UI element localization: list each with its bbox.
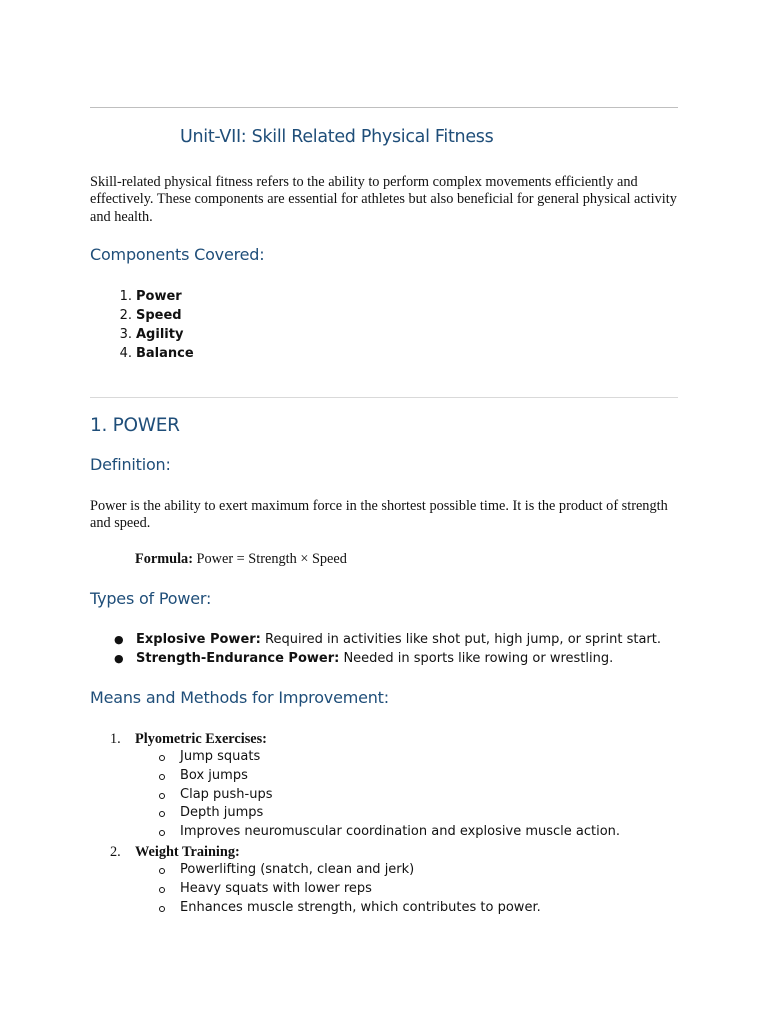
circle-bullet-icon	[159, 830, 165, 836]
formula-line	[135, 551, 347, 568]
top-divider	[90, 107, 678, 108]
circle-bullet-icon	[159, 868, 165, 874]
definition-paragraph: Power is the ability to exert maximum force in the shortest possible time. It is the product of strength and speed.	[90, 498, 668, 532]
methods-heading: Means and Methods for Improvement:	[90, 688, 389, 707]
list-item	[180, 823, 620, 842]
component-label: Speed	[136, 308, 182, 323]
list-number: 4.	[119, 346, 132, 361]
list-item-text: Powerlifting (snatch, clean and jerk)	[180, 862, 415, 877]
type-label: Strength-Endurance Power:	[136, 651, 340, 666]
formula-label: Formula:	[135, 551, 193, 567]
components-list	[119, 287, 194, 363]
types-list	[114, 630, 661, 668]
circle-bullet-icon	[159, 755, 165, 761]
intro-paragraph: Skill-related physical fitness refers to the ability to perform complex movements efficiently and effectively. These components are essential for athletes but also beneficial for general physical activity and health.	[90, 174, 677, 225]
list-number: 1.	[119, 289, 132, 304]
list-item	[180, 880, 541, 899]
list-item	[119, 325, 194, 344]
list-item	[180, 748, 620, 767]
bullet-icon: ●	[114, 633, 124, 646]
weight-training-list	[180, 861, 541, 917]
method-title-text: Plyometric Exercises:	[135, 731, 267, 747]
circle-bullet-icon	[159, 906, 165, 912]
type-text: Required in activities like shot put, high jump, or sprint start.	[260, 632, 661, 647]
list-item	[119, 287, 194, 306]
list-item-text: Clap push-ups	[180, 786, 273, 802]
types-heading: Types of Power:	[90, 589, 212, 608]
list-item	[114, 630, 661, 649]
list-item-text: Jump squats	[180, 749, 261, 764]
component-label: Balance	[136, 346, 194, 361]
type-label: Explosive Power:	[136, 632, 261, 647]
components-heading: Components Covered:	[90, 245, 265, 264]
list-item	[180, 786, 620, 805]
list-item	[180, 861, 541, 880]
list-item	[119, 344, 194, 363]
list-item-text: Improves neuromuscular coordination and explosive muscle action.	[180, 824, 621, 840]
list-item-text: Enhances muscle strength, which contributes to power.	[180, 899, 541, 915]
page-title: Unit-VII: Skill Related Physical Fitness	[180, 127, 494, 147]
list-number: 2.	[119, 308, 132, 323]
list-item	[119, 306, 194, 325]
component-label: Power	[136, 289, 182, 304]
method-number: 2.	[110, 844, 121, 860]
power-heading: 1. POWER	[90, 415, 180, 436]
circle-bullet-icon	[159, 811, 165, 817]
list-item	[180, 767, 620, 786]
type-text: Needed in sports like rowing or wrestling.	[339, 651, 614, 666]
list-number: 3.	[119, 327, 132, 342]
list-item	[180, 899, 541, 918]
circle-bullet-icon	[159, 793, 165, 799]
method-number: 1.	[110, 731, 121, 747]
component-label: Agility	[136, 327, 184, 342]
list-item-text: Depth jumps	[180, 805, 264, 821]
plyometric-list	[180, 748, 620, 842]
method-title-text: Weight Training:	[135, 844, 240, 860]
circle-bullet-icon	[159, 887, 165, 893]
formula-text: Power = Strength × Speed	[192, 551, 347, 567]
section-divider	[90, 397, 678, 398]
circle-bullet-icon	[159, 774, 165, 780]
method-title	[110, 731, 267, 748]
definition-heading: Definition:	[90, 455, 171, 474]
list-item-text: Box jumps	[180, 767, 248, 783]
list-item	[180, 804, 620, 823]
list-item-text: Heavy squats with lower reps	[180, 880, 372, 896]
list-item	[114, 649, 661, 668]
bullet-icon: ●	[114, 652, 124, 665]
method-title	[110, 844, 240, 861]
